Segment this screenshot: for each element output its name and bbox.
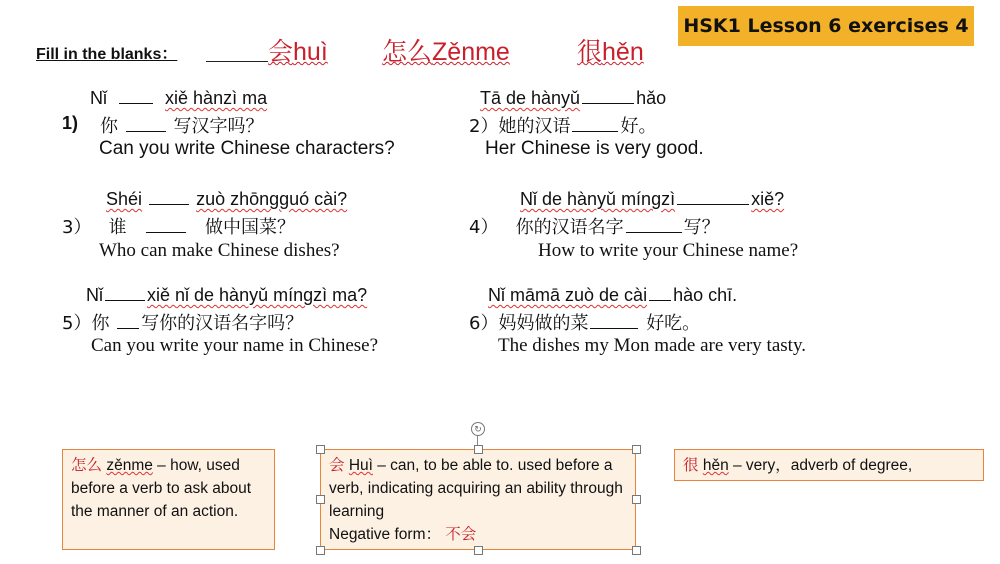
note-hui[interactable]	[320, 449, 636, 550]
note-zenme-text: – how, used before a verb to ask about the manner of an action.	[71, 457, 252, 520]
q2-english: Her Chinese is very good.	[485, 138, 704, 159]
resize-handle-s[interactable]	[474, 546, 483, 555]
q3-pinyin: Shéi zuò zhōngguó cài?	[106, 189, 348, 209]
note-hen-text: – very，adverb of degree,	[728, 457, 913, 474]
note-hui-hanzi: 会	[329, 456, 345, 474]
q3-english: Who can make Chinese dishes?	[99, 240, 340, 261]
q1-pinyin: Nǐ xiě hànzì ma	[90, 88, 268, 108]
q4-chinese: 4） 你的汉语名字 写？	[469, 217, 720, 238]
lesson-title: HSK1 Lesson 6 exercises 4	[683, 15, 969, 37]
q5-pinyin: Nǐ xiě nǐ de hànyǔ míngzì ma?	[86, 285, 368, 305]
note-hui-neg-value: 不会	[445, 525, 477, 543]
resize-handle-ne[interactable]	[632, 445, 641, 454]
note-hui-pinyin: Huì	[348, 457, 373, 474]
q6-chinese: 6）妈妈做的菜 好吃。	[469, 313, 701, 334]
q2-pinyin: Tā de hànyǔ hǎo	[480, 88, 667, 108]
q5-english: Can you write your name in Chinese?	[91, 335, 379, 356]
q4-pinyin: Nǐ de hànyǔ míngzì xiě?	[520, 189, 785, 209]
q5-chinese: 5）你 写你的汉语名字吗？	[62, 313, 304, 334]
q6-english: The dishes my Mon made are very tasty.	[498, 335, 806, 356]
option-hen: 很hěn	[577, 38, 644, 66]
q2-chinese: 2）她的汉语 好。	[469, 116, 657, 137]
note-hen-hanzi: 很	[683, 456, 699, 474]
instruction-blank-line	[206, 61, 268, 62]
q6-pinyin: Nǐ māmā zuò de cài hào chī.	[488, 285, 738, 305]
resize-handle-nw[interactable]	[316, 445, 325, 454]
q1-chinese: 你 写汉字吗？	[100, 116, 264, 137]
lesson-title-box	[678, 6, 974, 46]
note-hui-neg-label: Negative form：	[329, 526, 441, 543]
resize-handle-n[interactable]	[474, 445, 483, 454]
q3-chinese: 3） 谁 做中国菜？	[62, 217, 295, 238]
q1-english: Can you write Chinese characters?	[99, 138, 395, 159]
option-hui: 会huì	[268, 38, 328, 66]
instruction-text: Fill in the blanks：	[36, 46, 178, 63]
resize-handle-se[interactable]	[632, 546, 641, 555]
note-hui-text: – can, to be able to. used before a verb, indicating acquiring an ability through learning	[329, 457, 623, 520]
resize-handle-e[interactable]	[632, 495, 641, 504]
q4-english: How to write your Chinese name?	[538, 240, 799, 261]
note-zenme-hanzi: 怎么	[71, 456, 103, 474]
resize-handle-w[interactable]	[316, 495, 325, 504]
note-hen-pinyin: hěn	[702, 457, 729, 474]
rotate-handle-icon[interactable]: ↻	[471, 422, 485, 436]
note-zenme-pinyin: zěnme	[106, 457, 153, 474]
q1-number: 1)	[62, 113, 79, 133]
option-zenme: 怎么Zěnme	[382, 38, 510, 66]
note-zenme	[62, 449, 275, 550]
resize-handle-sw[interactable]	[316, 546, 325, 555]
note-hen	[674, 449, 984, 481]
